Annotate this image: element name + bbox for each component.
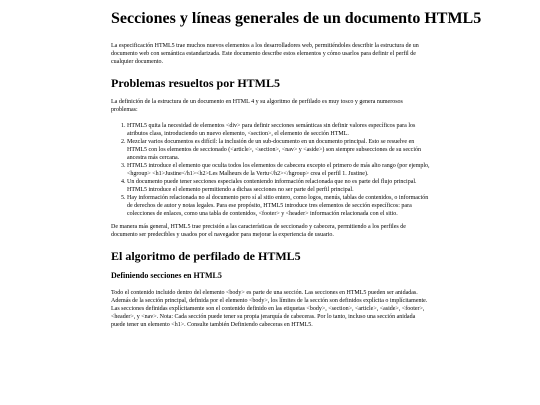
problems-lead-paragraph: La definición de la estructura de un documento en HTML 4 y su algoritmo de perfilado es muy tosco y genera numerosos problemas: [111, 99, 403, 113]
list-item: 5. Hay información relacionada no al documento pero sí al sitio entero, como logos, menús, tablas de contenidos, o información de derechos de autor y notas legales. Para ese propósito, HTML5 introduce tres elementos de sección específicos: para colecciones de enlaces, como una tabla de contenidos, <footer> y <header> información relacionada con el sitio. [127, 194, 431, 218]
problems-list [111, 122, 431, 218]
intro-paragraph: La especificación HTML5 trae muchos nuevos elementos a los desarrolladores web, permitiéndoles describir la estructura de un documento web con semántica estandarizada. Este documento describe estos elementos y cómo usarlos para definir el perfil de cualquier documento. [111, 43, 419, 65]
list-item: 3. HTML5 introduce el elemento que oculta todos los elementos de cabecera excepto el primero de más alto rango (por ejemplo, <hgroup> <h1>Justine</h1><h2>Les Malheurs de la Vertu</h2></hgroup> crea el perfil 1. Justine). [127, 162, 431, 178]
list-item: 1. HTML5 quita la necesidad de elementos <div> para definir secciones semánticas sin definir valores específicos para los atributos class, introduciendo un nuevo elemento, <section>, el elemento de sección HTML. [127, 122, 431, 138]
section-heading-problems: Problemas resueltos por HTML5 [111, 76, 280, 90]
list-item: 2. Mezclar varios documentos es difícil: la inclusión de un sub-documento en un documento principal. Esto se resuelve en HTML5 con los elementos de seccionado (<article>, <section>, <nav> y <aside>) son siempre subsecciones de su sección ancestra más cercana. [127, 138, 431, 162]
problems-closing-paragraph: De manera más general, HTML5 trae precisión a las características de seccionado y cabecera, permitiendo a los perfiles de documento ser predecibles y usados por el navegador para mejorar la experiencia de usuario. [111, 224, 406, 238]
defining-sections-paragraph: Todo el contenido incluido dentro del elemento <body> es parte de una sección. Las secciones en HTML5 pueden ser anidadas. Además de la sección principal, definida por el elemento <body>, los límites de la sección son definidos explícita o implícitamente. Las secciones definidas explícitamente son el contenido definido en las etiquetas <body>, <section>, <article>, <aside>, <footer>, <header>, y <nav>. Nota: Cada sección puede tener su propia jerarquía de cabeceras. Por lo tanto, incluso una sección anidada puede tener un elemento <h1>. Consulte también Definiendo cabeceras en HTML5. [111, 290, 428, 328]
section-heading-algorithm: El algoritmo de perfilado de HTML5 [111, 249, 301, 263]
page-title: Secciones y líneas generales de un documento HTML5 [111, 10, 482, 27]
list-item: 4. Un documento puede tener secciones especiales conteniendo información relacionada que no es parte del flujo principal. HTML5 introduce el elemento permitiendo a dichas secciones no ser parte del perfil principal. [127, 178, 431, 194]
subsection-heading-defining-sections: Definiendo secciones en HTML5 [111, 271, 222, 280]
